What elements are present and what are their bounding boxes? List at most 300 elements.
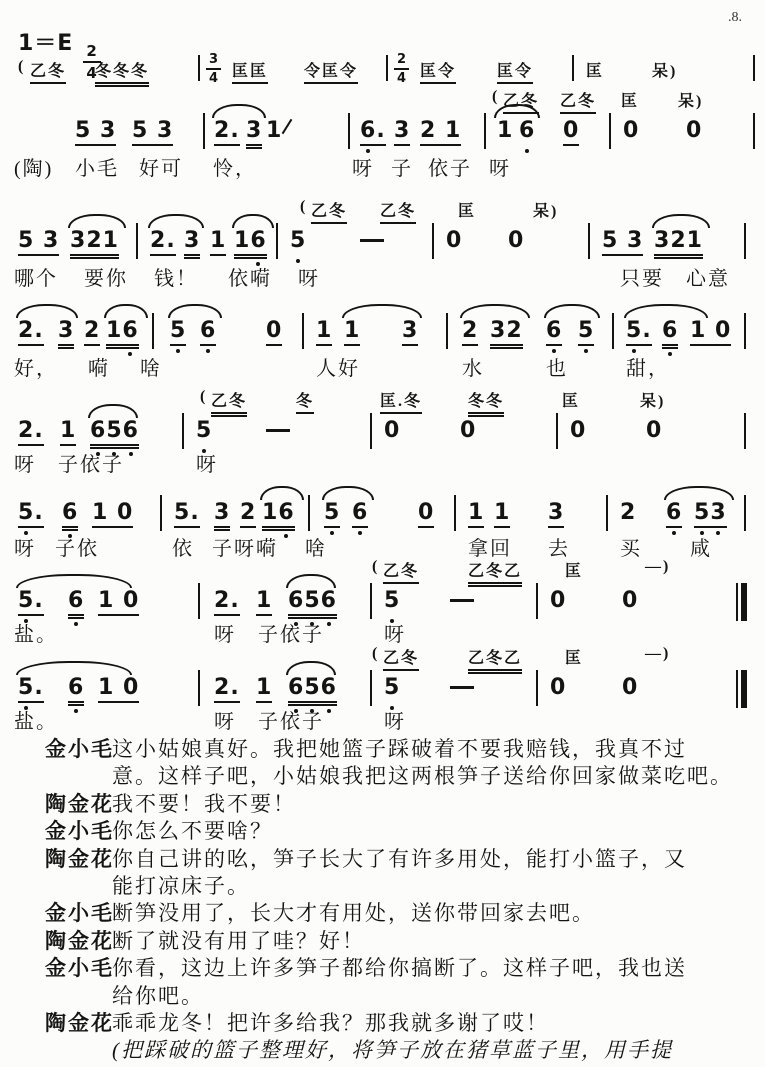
glyph: 匡 (565, 563, 584, 580)
note-digit: 5 (174, 500, 191, 525)
glyph: ！ (176, 268, 198, 290)
octave-dot-below (672, 531, 676, 535)
note-digit: 5 (626, 318, 642, 343)
glyph: 啥 (305, 538, 327, 560)
glyph: ) (670, 63, 678, 80)
slur-arc (624, 304, 708, 318)
lyric-token (139, 152, 183, 181)
glyph: 也 (546, 358, 568, 380)
note-token (174, 500, 200, 528)
barline (198, 55, 200, 81)
note-digit: 5 (18, 500, 34, 525)
note-digit: 3 (42, 228, 60, 253)
perc-token (468, 645, 522, 671)
perc-token (372, 558, 379, 576)
time-sig-numerator: 3 (206, 52, 221, 70)
note-digit: 0 (266, 318, 283, 343)
lyric-token (14, 262, 58, 291)
perc-token (560, 88, 596, 114)
note-token (256, 588, 272, 616)
slur-arc (460, 304, 530, 318)
glyph: 呀 (14, 538, 36, 560)
slur-arc (342, 304, 422, 318)
note-token (262, 500, 295, 528)
note-token (344, 318, 360, 346)
note-digit: 5 (18, 588, 34, 613)
barline (348, 113, 350, 149)
glyph: 冬 (578, 93, 597, 110)
note-token (548, 500, 564, 528)
glyph: 子 (450, 158, 472, 180)
barline (753, 113, 755, 149)
note-digit: 2 (420, 118, 437, 143)
glyph: 子 (302, 711, 324, 733)
note-digit: 1 (494, 500, 511, 525)
dialogue-text: 你怎么不要啥？ (112, 819, 273, 844)
lyric-token (75, 152, 119, 181)
note-digit: 3 (156, 118, 174, 143)
glyph: 匡 (586, 63, 605, 80)
note-digit: 2 (18, 418, 35, 443)
final-barline-thick (741, 583, 747, 621)
note-digit (706, 318, 715, 343)
note-token (316, 318, 332, 346)
note-token (18, 228, 59, 256)
grace-slash (282, 119, 293, 134)
note-token (18, 418, 44, 446)
note-digit: 2 (214, 588, 231, 613)
slur-arc (104, 304, 148, 318)
glyph: 毛 (97, 158, 119, 180)
note-digit: 1 (92, 500, 109, 525)
glyph: 冬 (521, 93, 540, 110)
note-digit: . (376, 118, 386, 143)
octave-dot-below (327, 709, 331, 713)
glyph: 匡 (420, 63, 439, 80)
barline (753, 55, 755, 81)
barline (308, 495, 310, 531)
dialogue-text: 给你吧。 (112, 983, 204, 1008)
dialogue-row (0, 843, 765, 870)
lyric-token (14, 448, 36, 477)
note-token (266, 318, 282, 346)
note-digit: 2 (620, 500, 637, 525)
glyph: 拿 (468, 538, 490, 560)
note-digit: 6 (288, 675, 304, 700)
note-token (602, 228, 643, 256)
perc-token (640, 388, 665, 411)
note-digit: 2 (86, 228, 103, 253)
key-signature-label: 1＝E (18, 31, 74, 56)
note-digit: 5 (170, 318, 186, 343)
dialogue-text: (把踩破的篮子整理好，将笋子放在猪草蓝子里，用手提 (112, 1038, 673, 1063)
glyph: 陶 (22, 158, 45, 180)
glyph: 匡 (250, 63, 269, 80)
slur-arc (16, 574, 132, 588)
barline (744, 495, 746, 531)
note-digit: 5 (578, 318, 594, 343)
lyric-token (384, 705, 406, 734)
note-token (266, 118, 282, 143)
note-digit: 0 (122, 588, 140, 613)
glyph: 呀 (384, 624, 406, 646)
note-digit (114, 588, 123, 613)
octave-dot-below (206, 349, 210, 353)
glyph: 呆 (652, 63, 671, 80)
note-token (578, 318, 594, 346)
octave-dot-below (327, 622, 331, 626)
note-token (288, 675, 337, 703)
note-digit: 3 (70, 228, 87, 253)
note-digit: 0 (570, 418, 587, 443)
glyph: ( (372, 645, 380, 662)
note-digit: 0 (116, 500, 134, 525)
glyph: 咸 (690, 538, 712, 560)
final-barline (736, 670, 747, 708)
note-token (563, 118, 579, 146)
perc-token (492, 88, 499, 106)
slur-arc (322, 486, 374, 500)
note-digit: 1 (234, 228, 251, 253)
glyph: 匡 (232, 63, 251, 80)
octave-dot-below (584, 349, 588, 353)
glyph: 只 (620, 268, 642, 290)
barline (370, 670, 372, 706)
note-digit: 1 (468, 500, 485, 525)
barline (198, 583, 200, 619)
note-token (497, 118, 513, 143)
final-barline-thin (736, 670, 738, 708)
note-token (18, 588, 44, 616)
glyph: ， (235, 158, 257, 180)
glyph: 冬 (486, 393, 505, 410)
page-number: .8. (728, 10, 742, 25)
glyph: 呆 (678, 93, 697, 110)
note-digit: 3 (548, 500, 565, 525)
note-digit: 3 (654, 228, 671, 253)
barline (606, 495, 608, 531)
barline (152, 313, 154, 349)
note-digit: 2 (150, 228, 167, 253)
glyph: 依 (172, 538, 194, 560)
note-token (240, 500, 256, 528)
dialogue-row (0, 733, 765, 760)
perc-token (565, 645, 583, 668)
note-digit: 0 (622, 675, 639, 700)
dialogue-text: 断了就没有用了哇？好！ (112, 928, 365, 953)
octave-dot-below (284, 534, 288, 538)
note-digit: . (34, 675, 44, 700)
note-token (550, 588, 566, 613)
glyph: ) (663, 645, 671, 662)
barline (160, 495, 162, 531)
final-barline-thick (741, 670, 747, 708)
octave-dot-below (74, 622, 78, 626)
glyph: 冬 (401, 563, 420, 580)
note-digit: 6 (321, 588, 337, 613)
dialogue-row (0, 788, 765, 815)
note-token (622, 588, 638, 613)
note-digit (91, 118, 100, 143)
glyph: 依 (77, 538, 99, 560)
note-digit: 6 (90, 418, 106, 443)
lyric-token (620, 262, 664, 291)
glyph: 匡 (565, 650, 584, 667)
note-digit: 3 (99, 118, 117, 143)
lyric-token (55, 532, 99, 561)
glyph: ) (663, 558, 671, 575)
glyph: 乙 (30, 63, 49, 80)
slur-arc (212, 104, 266, 118)
perc-token (304, 58, 358, 84)
perc-token (311, 198, 347, 224)
octave-dot-below (330, 531, 334, 535)
glyph: 嗬 (256, 538, 278, 560)
note-digit: 3 (246, 118, 263, 143)
note-digit: 5 (290, 228, 306, 253)
dialogue-text: 你自己讲的吆，笋子长大了有许多用处，能打小篮子，又 (112, 846, 687, 871)
perc-token (95, 58, 149, 84)
note-token (214, 588, 240, 616)
note-digit: 3 (184, 228, 201, 253)
slur-arc (286, 574, 336, 588)
note-digit: 5 (694, 500, 710, 525)
glyph: 去 (548, 538, 570, 560)
glyph: 呀 (214, 624, 236, 646)
note-token (662, 318, 678, 346)
note-digit: 3 (58, 318, 75, 343)
perc-token (372, 645, 379, 663)
perc-token (211, 388, 247, 414)
note-token (150, 228, 176, 256)
lyric-token (489, 152, 511, 181)
perc-token (562, 388, 580, 411)
glyph: 冬 (398, 203, 417, 220)
glyph: 水 (462, 358, 484, 380)
glyph: 心 (686, 268, 708, 290)
note-digit: 2 (462, 318, 479, 343)
note-token (234, 228, 267, 256)
barline (203, 113, 205, 149)
glyph: 嗬 (88, 358, 110, 380)
note-token (106, 318, 139, 346)
slur-arc (652, 214, 710, 228)
glyph: 个 (36, 268, 58, 290)
note-token (92, 500, 133, 528)
stage-direction (0, 1034, 765, 1061)
lyric-token (14, 705, 58, 734)
barline (446, 313, 448, 349)
sustain-dash (266, 429, 290, 432)
note-digit: 1 (106, 318, 123, 343)
glyph: 冬 (404, 393, 423, 410)
note-token (210, 228, 226, 256)
note-digit: 5 (304, 588, 320, 613)
perc-token (380, 388, 422, 414)
glyph: ) (658, 393, 666, 410)
note-token (654, 228, 703, 256)
note-token (18, 500, 44, 528)
note-token (196, 418, 212, 443)
note-token (58, 318, 74, 346)
note-token (246, 118, 262, 146)
lyric-token (548, 532, 570, 561)
note-digit: 5 (384, 588, 400, 613)
note-digit (436, 118, 445, 143)
glyph: 你 (106, 268, 128, 290)
barline (536, 670, 538, 706)
glyph: ) (44, 158, 54, 180)
glyph: 乙 (380, 203, 399, 220)
glyph: 冬 (113, 63, 132, 80)
glyph: 可 (161, 158, 183, 180)
note-token (256, 675, 272, 703)
lyric-token (84, 262, 128, 291)
note-digit: . (34, 500, 44, 525)
note-digit: 5 (602, 228, 619, 253)
note-digit: 6 (662, 318, 678, 343)
dialogue-row (0, 870, 765, 897)
note-token (360, 118, 386, 146)
perc-token (652, 58, 677, 81)
note-token (68, 588, 84, 616)
note-token (68, 675, 84, 703)
time-signature (206, 52, 221, 86)
octave-dot-below (525, 149, 529, 153)
slur-arc (260, 486, 304, 500)
note-token (460, 418, 476, 443)
glyph: 子 (391, 158, 413, 180)
slur-arc (232, 214, 274, 228)
lyric-token (14, 352, 58, 381)
note-token (626, 318, 652, 346)
glyph: 冬 (486, 563, 505, 580)
note-digit: . (34, 418, 44, 443)
note-digit: 5 (324, 500, 340, 525)
note-digit: 1 (690, 318, 707, 343)
lyric-token (298, 262, 320, 291)
note-token (402, 318, 418, 346)
glyph: 呀 (214, 711, 236, 733)
note-token (18, 675, 44, 703)
glyph: 哪 (14, 268, 36, 290)
note-digit: . (230, 118, 240, 143)
note-digit: 1 (444, 118, 462, 143)
note-token (214, 118, 240, 146)
lyric-token (58, 448, 124, 477)
speaker-name: 金小毛 (45, 956, 114, 981)
glyph: 依 (80, 454, 102, 476)
lyric-token (686, 262, 730, 291)
note-digit: 5 (132, 118, 149, 143)
glyph: 买 (620, 538, 642, 560)
glyph: 人 (316, 358, 338, 380)
perc-token (383, 645, 419, 671)
note-digit: 5 (196, 418, 212, 443)
glyph: ， (648, 358, 670, 380)
glyph: 冬 (468, 393, 487, 410)
note-token (384, 418, 400, 443)
glyph: 回 (490, 538, 512, 560)
note-digit: 5 (106, 418, 122, 443)
speaker-name: 陶金花 (45, 928, 114, 953)
note-token (620, 500, 636, 525)
perc-token (30, 58, 66, 84)
final-barline (736, 583, 747, 621)
sustain-dash (450, 686, 474, 689)
barline (370, 413, 372, 449)
glyph: 子 (58, 454, 80, 476)
note-digit: 6 (68, 675, 84, 700)
note-token (623, 118, 639, 143)
glyph: 要 (642, 268, 664, 290)
glyph: 冬 (48, 63, 67, 80)
note-token (694, 500, 727, 528)
glyph: 乙 (504, 563, 523, 580)
glyph: ( (14, 158, 23, 180)
lyric-token (213, 152, 257, 181)
barline (136, 223, 138, 259)
glyph: 乙 (383, 650, 402, 667)
lyric-token (626, 352, 670, 381)
note-token (200, 318, 216, 346)
glyph: ( (18, 58, 26, 75)
glyph: 依 (280, 711, 302, 733)
barline (386, 55, 388, 81)
note-digit: 5 (384, 675, 400, 700)
note-digit: 3 (402, 318, 419, 343)
note-digit: 1 (497, 118, 514, 143)
note-digit: 0 (508, 228, 525, 253)
glyph: 子 (212, 538, 234, 560)
note-token (690, 318, 731, 346)
glyph: 好 (14, 358, 36, 380)
barline (744, 223, 746, 259)
note-token (70, 228, 119, 256)
glyph: . (398, 393, 405, 410)
perc-token (232, 58, 268, 84)
note-token (384, 588, 400, 613)
dialogue-text: 这小姑娘真好。我把她篮子踩破着不要我赔钱，我真不过 (112, 737, 687, 761)
glyph: 乙 (504, 650, 523, 667)
note-token (550, 675, 566, 700)
barline (744, 313, 746, 349)
barline (536, 583, 538, 619)
note-digit: 6 (321, 675, 337, 700)
lyric-token (352, 152, 374, 181)
glyph: 乙 (311, 203, 330, 220)
glyph: 子 (258, 624, 280, 646)
slur-arc (16, 304, 78, 318)
note-digit: . (166, 228, 176, 253)
perc-token (645, 645, 670, 663)
time-sig-denominator: 4 (209, 71, 219, 86)
time-sig-denominator: 4 (397, 71, 407, 86)
note-token (494, 500, 510, 528)
glyph: ( (300, 198, 308, 215)
note-token (686, 118, 702, 143)
time-sig-numerator: 2 (394, 52, 409, 70)
slur-arc (148, 214, 204, 228)
lyric-token (546, 352, 568, 381)
note-token (490, 318, 523, 346)
note-digit: . (34, 588, 44, 613)
glyph: 子 (55, 538, 77, 560)
note-token (570, 418, 586, 443)
note-digit: 6 (123, 418, 139, 443)
note-digit: 3 (710, 500, 726, 525)
note-digit: 2 (670, 228, 687, 253)
